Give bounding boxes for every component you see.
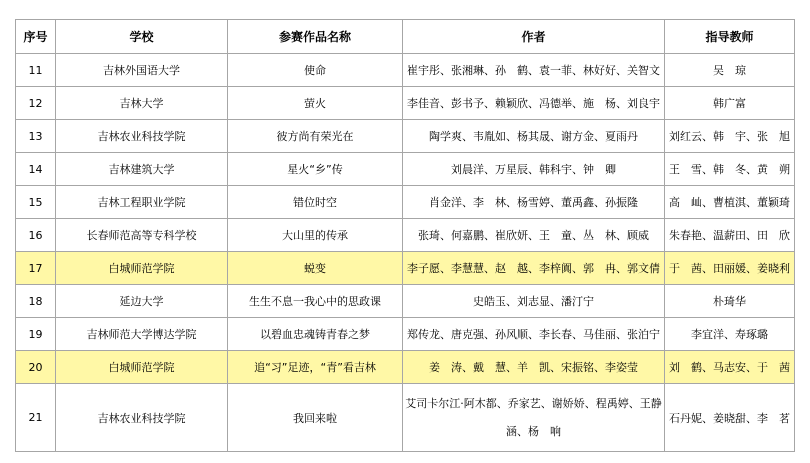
cell-number: 20: [16, 351, 56, 384]
cell-teachers: 王 雪、韩 冬、黄 朔: [665, 153, 795, 186]
cell-authors: 肖金洋、李 林、杨雪婷、董禹鑫、孙振隆: [403, 186, 665, 219]
cell-teachers: 朴琦华: [665, 285, 795, 318]
cell-number: 16: [16, 219, 56, 252]
table-row: [16, 219, 795, 252]
cell-work-title: 蜕变: [228, 252, 403, 285]
results-table: [15, 19, 795, 452]
cell-teachers: 吴 琼: [665, 54, 795, 87]
cell-work-title: 大山里的传承: [228, 219, 403, 252]
cell-school: 白城师范学院: [56, 252, 228, 285]
table-row-highlighted: [16, 252, 795, 285]
cell-school: 吉林农业科技学院: [56, 120, 228, 153]
cell-teachers: 高 屾、曹植淇、董颖琦: [665, 186, 795, 219]
table-row: [16, 120, 795, 153]
cell-school: 吉林大学: [56, 87, 228, 120]
cell-number: 15: [16, 186, 56, 219]
results-table-container: [15, 19, 795, 452]
cell-school: 吉林农业科技学院: [56, 384, 228, 452]
cell-school: 吉林建筑大学: [56, 153, 228, 186]
cell-work-title: 以碧血忠魂铸青春之梦: [228, 318, 403, 351]
table-row: [16, 87, 795, 120]
header-teachers: 指导教师: [665, 20, 795, 54]
header-authors: 作者: [403, 20, 665, 54]
cell-teachers: 韩广富: [665, 87, 795, 120]
table-row: [16, 285, 795, 318]
cell-teachers: 刘红云、韩 宇、张 旭: [665, 120, 795, 153]
cell-teachers: 朱春艳、温薪田、田 欣: [665, 219, 795, 252]
cell-school: 吉林工程职业学院: [56, 186, 228, 219]
table-row: [16, 186, 795, 219]
cell-authors: 史皓玉、刘志显、潘汀宁: [403, 285, 665, 318]
table-row: [16, 384, 795, 452]
table-header-row: [16, 20, 795, 54]
cell-authors: 刘晨洋、万星辰、韩科宇、钟 卿: [403, 153, 665, 186]
cell-authors: 郑传龙、唐克强、孙风顺、李长春、马佳丽、张泊宁: [403, 318, 665, 351]
cell-work-title: 萤火: [228, 87, 403, 120]
cell-school: 延边大学: [56, 285, 228, 318]
cell-authors: 崔宇彤、张湘琳、孙 鹤、袁一菲、林好好、关智文: [403, 54, 665, 87]
cell-number: 21: [16, 384, 56, 452]
cell-number: 11: [16, 54, 56, 87]
cell-work-title: 我回来啦: [228, 384, 403, 452]
cell-number: 14: [16, 153, 56, 186]
cell-work-title: 生生不息一我心中的思政课: [228, 285, 403, 318]
cell-number: 18: [16, 285, 56, 318]
cell-authors: 姜 涛、戴 慧、羊 凯、宋振铭、李姿莹: [403, 351, 665, 384]
cell-authors: 李佳音、彭书予、赖颖欣、冯德举、施 杨、刘良宇: [403, 87, 665, 120]
cell-number: 12: [16, 87, 56, 120]
cell-school: 吉林外国语大学: [56, 54, 228, 87]
cell-work-title: 星火“乡”传: [228, 153, 403, 186]
cell-authors: 艾司卡尔江·阿木都、乔家艺、谢娇娇、程禹婷、王静涵、杨 响: [403, 384, 665, 452]
cell-number: 13: [16, 120, 56, 153]
cell-work-title: 追“习”足迹，“青”看吉林: [228, 351, 403, 384]
header-work-title: 参赛作品名称: [228, 20, 403, 54]
cell-work-title: 使命: [228, 54, 403, 87]
cell-school: 长春师范高等专科学校: [56, 219, 228, 252]
cell-teachers: 石丹妮、姜晓甜、李 茗: [665, 384, 795, 452]
cell-number: 19: [16, 318, 56, 351]
cell-school: 吉林师范大学博达学院: [56, 318, 228, 351]
cell-work-title: 彼方尚有荣光在: [228, 120, 403, 153]
table-row-highlighted: [16, 351, 795, 384]
cell-teachers: 刘 鹤、马志安、于 茜: [665, 351, 795, 384]
cell-work-title: 错位时空: [228, 186, 403, 219]
cell-authors: 张琦、何嘉鹏、崔欣妍、王 童、丛 林、顾威: [403, 219, 665, 252]
cell-school: 白城师范学院: [56, 351, 228, 384]
table-row: [16, 153, 795, 186]
cell-number: 17: [16, 252, 56, 285]
header-number: 序号: [16, 20, 56, 54]
table-row: [16, 54, 795, 87]
header-school: 学校: [56, 20, 228, 54]
cell-authors: 李子愿、李慧慧、赵 越、李梓阗、郭 冉、郭文倩: [403, 252, 665, 285]
table-row: [16, 318, 795, 351]
cell-teachers: 于 茜、田丽媛、姜晓利: [665, 252, 795, 285]
cell-authors: 陶学爽、韦胤如、杨其晟、谢方金、夏雨丹: [403, 120, 665, 153]
cell-teachers: 李宜洋、寿琢璐: [665, 318, 795, 351]
